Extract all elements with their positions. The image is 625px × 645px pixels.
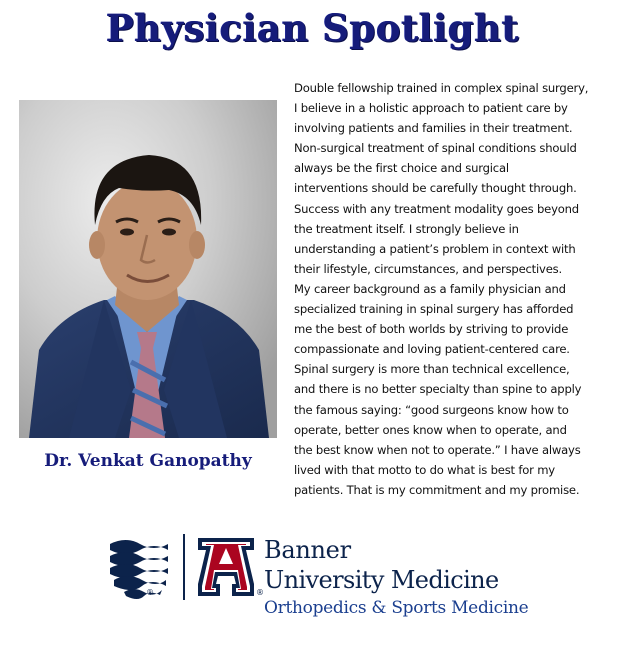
logo-divider — [183, 534, 185, 600]
banner-flag-icon — [108, 534, 170, 600]
logo-banner-text: Banner — [264, 536, 351, 564]
bio-line: Double fellowship trained in complex spinal surgery, — [294, 81, 589, 95]
bio-line: the best know when not to operate.” I have always — [294, 442, 581, 457]
logo-department-text: Orthopedics & Sports Medicine — [264, 598, 529, 618]
physician-name: Dr. Venkat Ganopathy — [44, 451, 252, 471]
bio-line: lived with that motto to do what is best for my — [294, 462, 555, 477]
bio-line: specialized training in spinal surgery has afforded — [294, 302, 574, 317]
bio-line: compassionate and loving patient-centered care. — [294, 342, 570, 357]
physician-bio — [294, 78, 589, 500]
bio-line: their lifestyle, circumstances, and perspectives. — [294, 261, 562, 276]
bio-line: interventions should be carefully thought through. — [294, 181, 577, 196]
bio-line: always be the first choice and surgical — [294, 161, 509, 176]
bio-line: My career background as a family physician and — [294, 281, 566, 296]
logo-university-medicine-text: University Medicine — [264, 566, 499, 594]
registered-mark: ® — [146, 588, 154, 597]
bio-line: me the best of both worlds by striving to provide — [294, 322, 569, 337]
bio-line: patients. That is my commitment and my promise. — [294, 482, 580, 497]
bio-line: understanding a patient’s problem in context with — [294, 241, 576, 256]
bio-line: the treatment itself. I strongly believe in — [294, 221, 519, 236]
bio-line: operate, better ones know when to operate, and — [294, 422, 567, 437]
university-a-icon — [196, 536, 256, 598]
bio-line: Success with any treatment modality goes beyond — [294, 201, 579, 216]
bio-line: involving patients and families in their treatment. — [294, 121, 573, 136]
bio-line: Spinal surgery is more than technical excellence, — [294, 362, 570, 377]
bio-line: Non-surgical treatment of spinal conditions should — [294, 141, 577, 156]
physician-photo — [19, 100, 277, 438]
registered-mark: ® — [256, 588, 264, 597]
bio-line: and there is no better specialty than spine to apply — [294, 382, 582, 397]
page-title: Physician Spotlight — [105, 6, 520, 50]
bio-line: I believe in a holistic approach to patient care by — [294, 101, 568, 116]
bio-line: the famous saying: “good surgeons know how to — [294, 402, 569, 417]
banner-um-logo — [106, 530, 566, 640]
